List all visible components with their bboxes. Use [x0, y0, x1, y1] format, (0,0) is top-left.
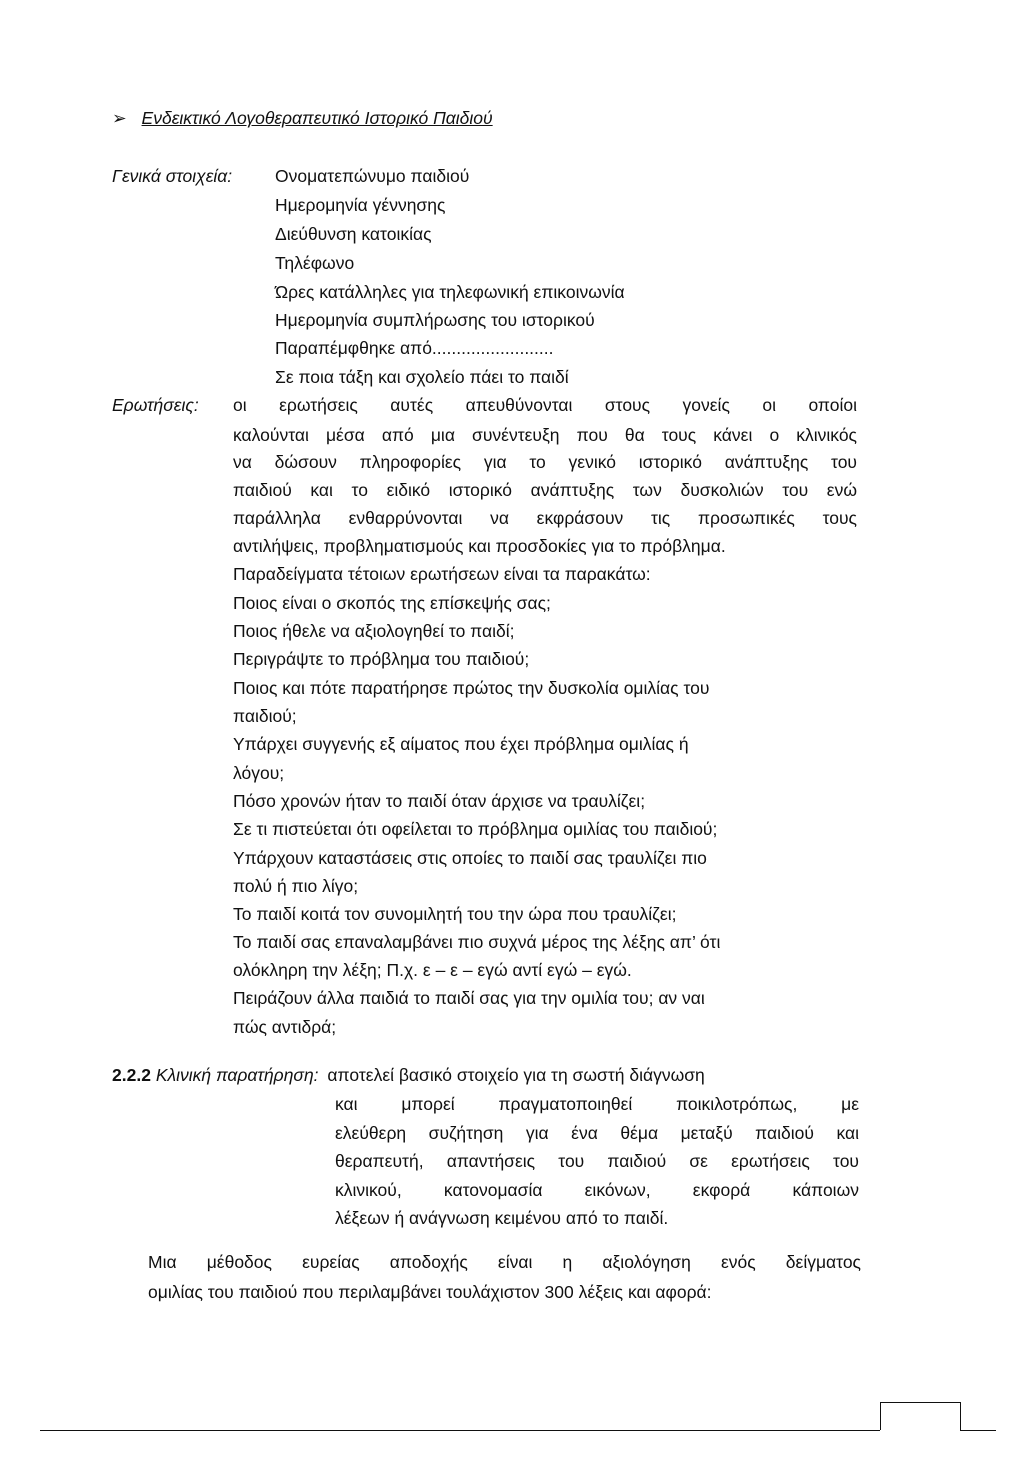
- general-item: Ημερομηνία συμπλήρωσης του ιστορικού: [275, 310, 595, 330]
- question-item: Σε τι πιστεύεται ότι οφείλεται το πρόβλημα ομιλίας του παιδιού;: [233, 819, 718, 839]
- question-item: παιδιού;: [233, 706, 297, 726]
- examples-intro: Παραδείγματα τέτοιων ερωτήσεων είναι τα παρακάτω:: [233, 564, 651, 584]
- questions-intro-line: καλούνται μέσα από μια συνέντευξη που θα τους κάνει ο κλινικός: [233, 425, 857, 445]
- question-item: ολόκληρη την λέξη; Π.χ. ε – ε – εγώ αντί εγώ – εγώ.: [233, 960, 632, 980]
- section-header: [112, 1064, 705, 1086]
- question-item: Υπάρχει συγγενής εξ αίματος που έχει πρόβλημα ομιλίας ή: [233, 734, 689, 754]
- section-line: και μπορεί πραγματοποιηθεί ποικιλοτρόπως, με: [335, 1094, 859, 1114]
- footer-rule-left: [880, 1402, 881, 1430]
- heading-title: Ενδεικτικό Λογοθεραπευτικό Ιστορικό Παιδιού: [141, 108, 493, 128]
- question-item: Το παιδί κοιτά τον συνομιλητή του την ώρα που τραυλίζει;: [233, 904, 677, 924]
- question-item: Ποιος ήθελε να αξιολογηθεί το παιδί;: [233, 621, 515, 641]
- question-item: Υπάρχουν καταστάσεις στις οποίες το παιδί σας τραυλίζει πιο: [233, 848, 707, 868]
- section-first-line: αποτελεί βασικό στοιχείο για τη σωστή διάγνωση: [327, 1065, 705, 1085]
- section-line: κλινικού, κατονομασία εικόνων, εκφορά κάποιων: [335, 1180, 859, 1200]
- footer-rule-top: [880, 1402, 960, 1403]
- bullet-arrow-icon: ➢: [112, 108, 127, 128]
- question-item: Περιγράψτε το πρόβλημα του παιδιού;: [233, 649, 530, 669]
- questions-intro-line: αντιλήψεις, προβληματισμούς και προσδοκίες για το πρόβλημα.: [233, 536, 726, 556]
- question-item: Πειράζουν άλλα παιδιά το παιδί σας για την ομιλία του; αν ναι: [233, 988, 705, 1008]
- closing-line: ομιλίας του παιδιού που περιλαμβάνει τουλάχιστον 300 λέξεις και αφορά:: [148, 1282, 712, 1302]
- general-label: Γενικά στοιχεία:: [112, 166, 233, 186]
- question-item: Το παιδί σας επαναλαμβάνει πιο συχνά μέρος της λέξης απ’ ότι: [233, 932, 721, 952]
- section-number: 2.2.2: [112, 1065, 151, 1085]
- footer-rule-end: [960, 1430, 996, 1431]
- section-line: ελεύθερη συζήτηση για ένα θέμα μεταξύ παιδιού και: [335, 1123, 859, 1143]
- closing-line: Μια μέθοδος ευρείας αποδοχής είναι η αξιολόγηση ενός δείγματος: [148, 1252, 861, 1272]
- question-item: πολύ ή πιο λίγο;: [233, 876, 359, 896]
- general-item: Σε ποια τάξη και σχολείο πάει το παιδί: [275, 367, 569, 387]
- general-item: Διεύθυνση κατοικίας: [275, 224, 432, 244]
- general-item: Ημερομηνία γέννησης: [275, 195, 446, 215]
- section-label: Κλινική παρατήρηση:: [155, 1065, 319, 1085]
- general-item: Ονοματεπώνυμο παιδιού: [275, 166, 470, 186]
- question-item: Ποιος είναι ο σκοπός της επίσκεψής σας;: [233, 593, 551, 613]
- questions-intro-line: παιδιού και το ειδικό ιστορικό ανάπτυξης των δυσκολιών του ενώ: [233, 480, 857, 500]
- questions-intro-line: οι ερωτήσεις αυτές απευθύνονται στους γονείς οι οποίοι: [233, 395, 857, 415]
- general-item: Τηλέφωνο: [275, 253, 355, 273]
- general-item: Ώρες κατάλληλες για τηλεφωνική επικοινωνία: [275, 282, 625, 302]
- question-item: πώς αντιδρά;: [233, 1017, 337, 1037]
- section-heading: [112, 107, 493, 129]
- general-item: Παραπέμφθηκε από.........................: [275, 338, 554, 358]
- question-item: Ποιος και πότε παρατήρησε πρώτος την δυσκολία ομιλίας του: [233, 678, 710, 698]
- footer-rule: [40, 1430, 880, 1431]
- questions-intro-line: παράλληλα ενθαρρύνονται να εκφράσουν τις προσωπικές τους: [233, 508, 857, 528]
- questions-intro-line: να δώσουν πληροφορίες για το γενικό ιστορικό ανάπτυξης του: [233, 452, 857, 472]
- footer-rule-right: [960, 1402, 961, 1430]
- question-item: λόγου;: [233, 763, 285, 783]
- questions-label: Ερωτήσεις:: [112, 395, 199, 415]
- section-line: λέξεων ή ανάγνωση κειμένου από το παιδί.: [335, 1208, 669, 1228]
- question-item: Πόσο χρονών ήταν το παιδί όταν άρχισε να τραυλίζει;: [233, 791, 646, 811]
- section-line: θεραπευτή, απαντήσεις του παιδιού σε ερωτήσεις του: [335, 1151, 859, 1171]
